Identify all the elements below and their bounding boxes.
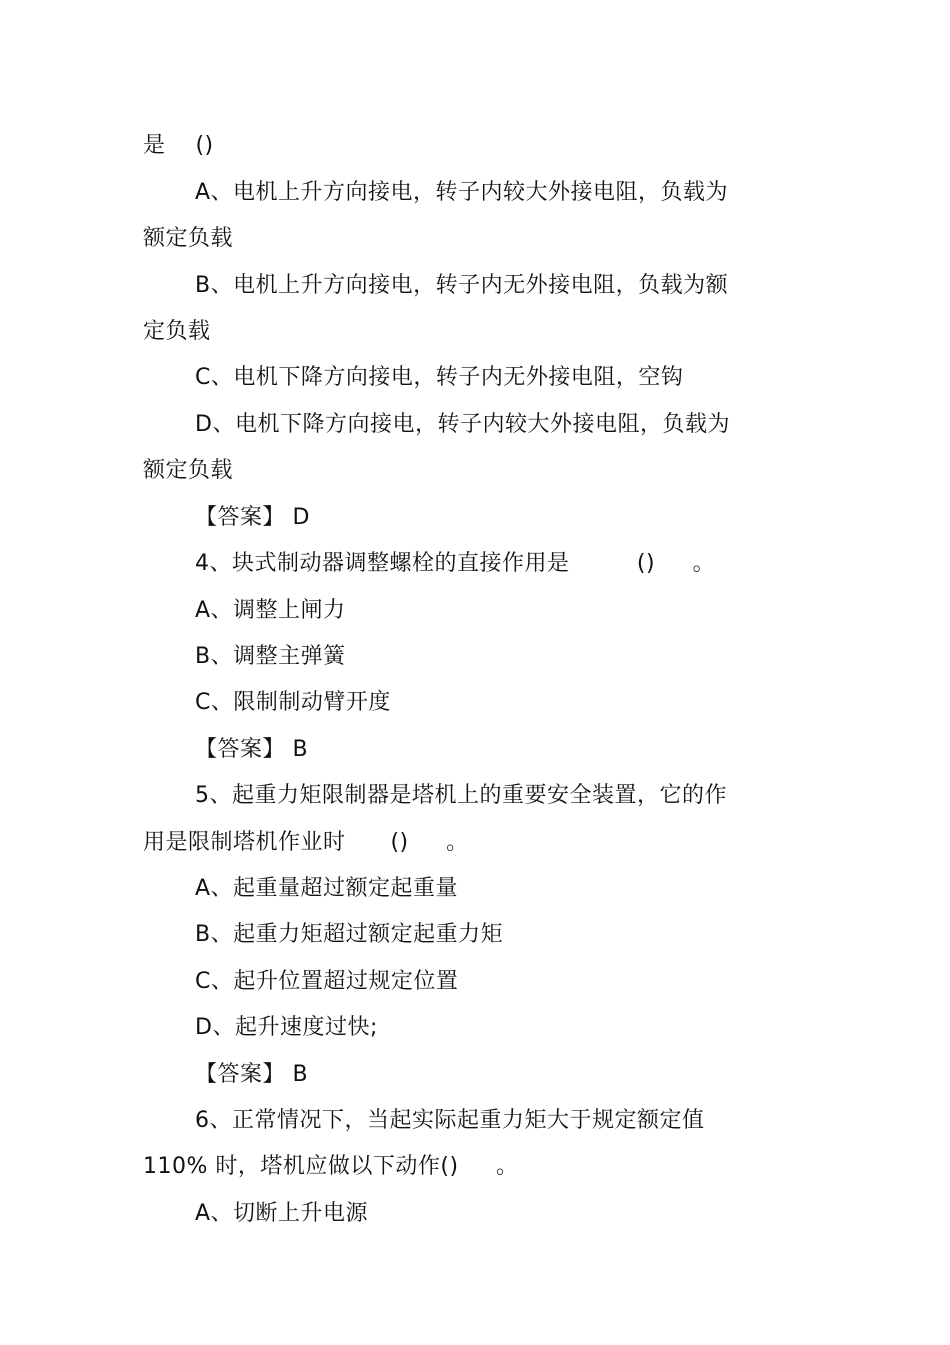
text-line: 额定负载 <box>143 226 234 251</box>
answer-line: 【答案】 D <box>195 505 310 530</box>
text-line: 额定负载 <box>143 458 234 483</box>
text-line: D、电机下降方向接电，转子内较大外接电阻，负载为 <box>195 412 730 437</box>
option-line: A、起重量超过额定起重量 <box>195 876 459 901</box>
text-line: B、电机上升方向接电，转子内无外接电阻，负载为额 <box>195 273 729 298</box>
option-line: A、切断上升电源 <box>195 1201 369 1226</box>
option-line: D、起升速度过快; <box>195 1015 378 1040</box>
text-line: 是 () <box>143 133 214 158</box>
question-line: 5、起重力矩限制器是塔机上的重要安全装置，它的作 <box>195 783 727 808</box>
option-line: C、起升位置超过规定位置 <box>195 969 459 994</box>
text-line: 用是限制塔机作业时 () 。 <box>143 830 469 855</box>
question-line: 4、块式制动器调整螺栓的直接作用是 () 。 <box>195 551 716 576</box>
answer-line: 【答案】 B <box>195 737 309 762</box>
text-line: 定负载 <box>143 319 211 344</box>
option-line: B、起重力矩超过额定起重力矩 <box>195 922 504 947</box>
answer-line: 【答案】 B <box>195 1062 309 1087</box>
option-line: C、限制制动臂开度 <box>195 690 391 715</box>
text-line: C、电机下降方向接电，转子内无外接电阻，空钩 <box>195 365 684 390</box>
option-line: A、调整上闸力 <box>195 598 346 623</box>
text-line: 110% 时，塔机应做以下动作() 。 <box>143 1154 519 1179</box>
text-line: A、电机上升方向接电，转子内较大外接电阻，负载为 <box>195 180 729 205</box>
option-line: B、调整主弹簧 <box>195 644 346 669</box>
question-line: 6、正常情况下，当起实际起重力矩大于规定额定值 <box>195 1108 705 1133</box>
